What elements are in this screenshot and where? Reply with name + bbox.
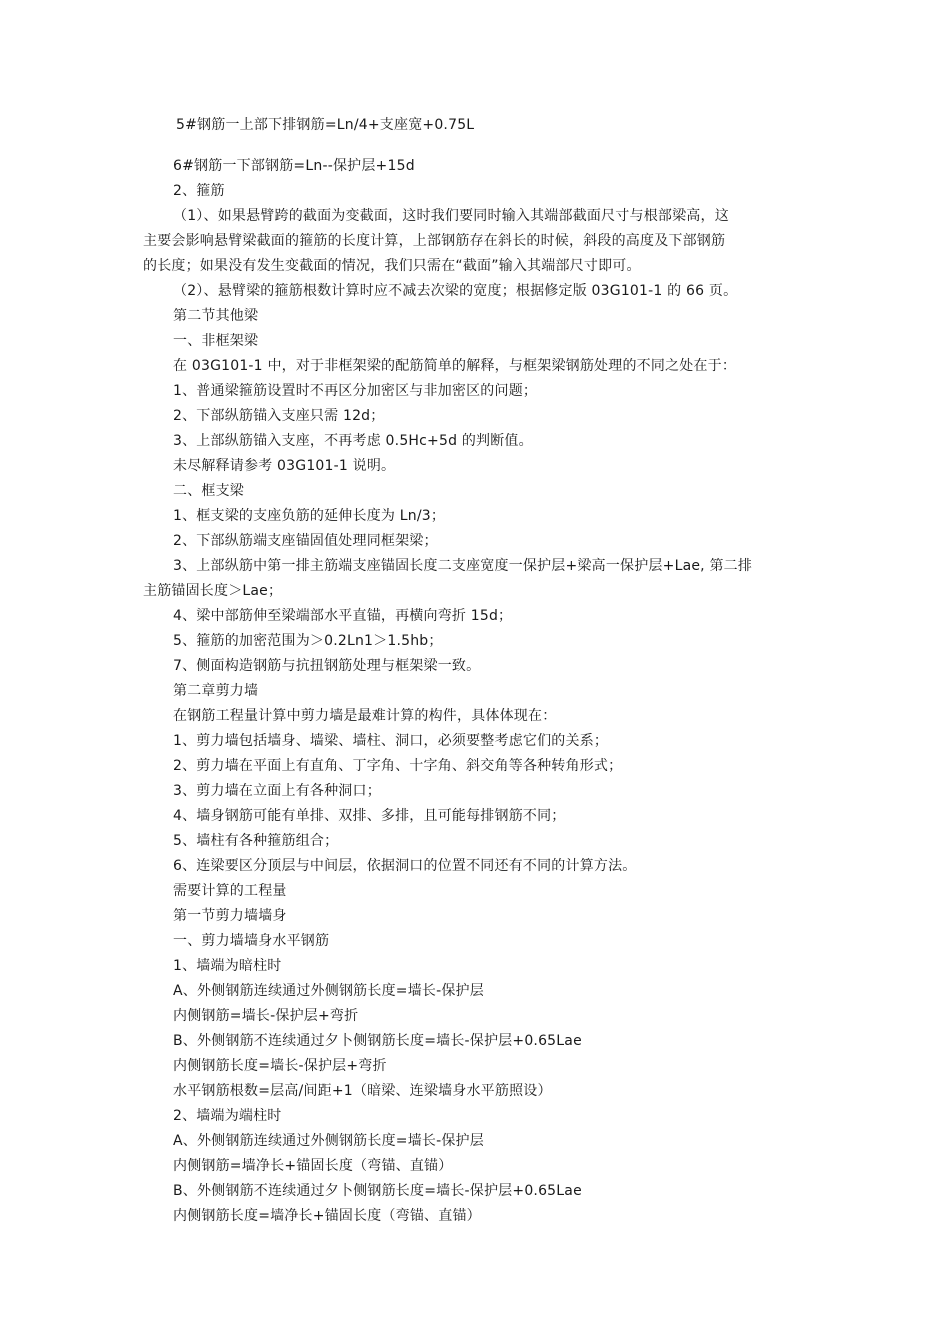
text-line: 未尽解释请参考 03G101-1 说明。 [173,458,396,474]
text-line: 3、上部纵筋中第一排主筋端支座锚固长度二支座宽度一保护层+梁高一保护层+Lae, 第二排 [173,558,753,574]
text-line: 6#钢筋一下部钢筋=Ln--保护层+15d [173,158,415,174]
text-line: （1）、如果悬臂跨的截面为变截面，这时我们要同时输入其端部截面尺寸与根部梁高，这 [173,208,729,224]
text-line: 水平钢筋根数=层高/间距+1（暗梁、连梁墙身水平筋照设） [173,1083,552,1099]
text-line: 内侧钢筋长度=墙长-保护层+弯折 [173,1058,387,1074]
text-line: 内侧钢筋长度=墙净长+锚固长度（弯锚、直锚） [173,1208,481,1224]
section-heading: 一、非框架梁 [173,333,259,349]
text-line: 5、箍筋的加密范围为＞0.2Ln1＞1.5hb； [173,633,443,649]
text-line: 内侧钢筋=墙长-保护层+弯折 [173,1008,359,1024]
section-heading: 二、框支梁 [173,483,244,499]
text-line: 2、下部纵筋端支座锚固值处理同框架梁； [173,533,438,549]
text-line: （2）、悬臂梁的箍筋根数计算时应不减去次梁的宽度；根据修定版 03G101-1 的 66 页。 [173,283,738,299]
section-heading: 第一节剪力墙墙身 [173,908,287,924]
text-line: 4、梁中部筋伸至梁端部水平直锚，再横向弯折 15d； [173,608,513,624]
text-line: 5、墙柱有各种箍筋组合； [173,833,339,849]
text-line: 1、剪力墙包括墙身、墙梁、墙柱、洞口，必须要整考虑它们的关系； [173,733,609,749]
text-line: B、外侧钢筋不连续通过夕卜侧钢筋长度=墙长-保护层+0.65Lae [173,1183,582,1199]
text-line: B、外侧钢筋不连续通过夕卜侧钢筋长度=墙长-保护层+0.65Lae [173,1033,582,1049]
text-line: 的长度；如果没有发生变截面的情况，我们只需在“截面”输入其端部尺寸即可。 [143,258,641,274]
text-line: A、外侧钢筋连续通过外侧钢筋长度=墙长-保护层 [173,983,484,999]
text-line: 3、剪力墙在立面上有各种洞口； [173,783,381,799]
text-line: 7、侧面构造钢筋与抗扭钢筋处理与框架梁一致。 [173,658,481,674]
text-line: 1、墙端为暗柱时 [173,958,282,974]
section-heading: 需要计算的工程量 [173,883,287,899]
text-line: 主筋锚固长度＞Lae； [143,583,283,599]
chapter-heading: 第二章剪力墙 [173,683,259,699]
section-heading: 一、剪力墙墙身水平钢筋 [173,933,330,949]
text-line: 4、墙身钢筋可能有单排、双排、多排，且可能每排钢筋不同； [173,808,566,824]
text-line: 5#钢筋一上部下排钢筋=Ln/4+支座宽+0.75L [176,117,475,133]
text-line: 内侧钢筋=墙净长+锚固长度（弯锚、直锚） [173,1158,453,1174]
text-line: 2、剪力墙在平面上有直角、丁字角、十字角、斜交角等各种转角形式； [173,758,623,774]
text-line: 主要会影响悬臂梁截面的箍筋的长度计算，上部钢筋存在斜长的时候，斜段的高度及下部钢筋 [143,233,726,249]
text-line: 在 03G101-1 中，对于非框架梁的配筋简单的解释，与框架梁钢筋处理的不同之处在于： [173,358,737,374]
text-line: 1、框支梁的支座负筋的延伸长度为 Ln/3； [173,508,446,524]
section-heading: 第二节其他梁 [173,308,259,324]
text-line: A、外侧钢筋连续通过外侧钢筋长度=墙长-保护层 [173,1133,484,1149]
text-line: 2、墙端为端柱时 [173,1108,282,1124]
text-line: 6、连梁要区分顶层与中间层，依据洞口的位置不同还有不同的计算方法。 [173,858,637,874]
text-line: 2、下部纵筋锚入支座只需 12d； [173,408,385,424]
text-line: 在钢筋工程量计算中剪力墙是最难计算的构件，具体体现在： [173,708,557,724]
text-line: 3、上部纵筋锚入支座，不再考虑 0.5Hc+5d 的判断值。 [173,433,533,449]
text-line: 1、普通梁箍筋设置时不再区分加密区与非加密区的问题； [173,383,538,399]
section-heading: 2、箍筋 [173,183,225,199]
